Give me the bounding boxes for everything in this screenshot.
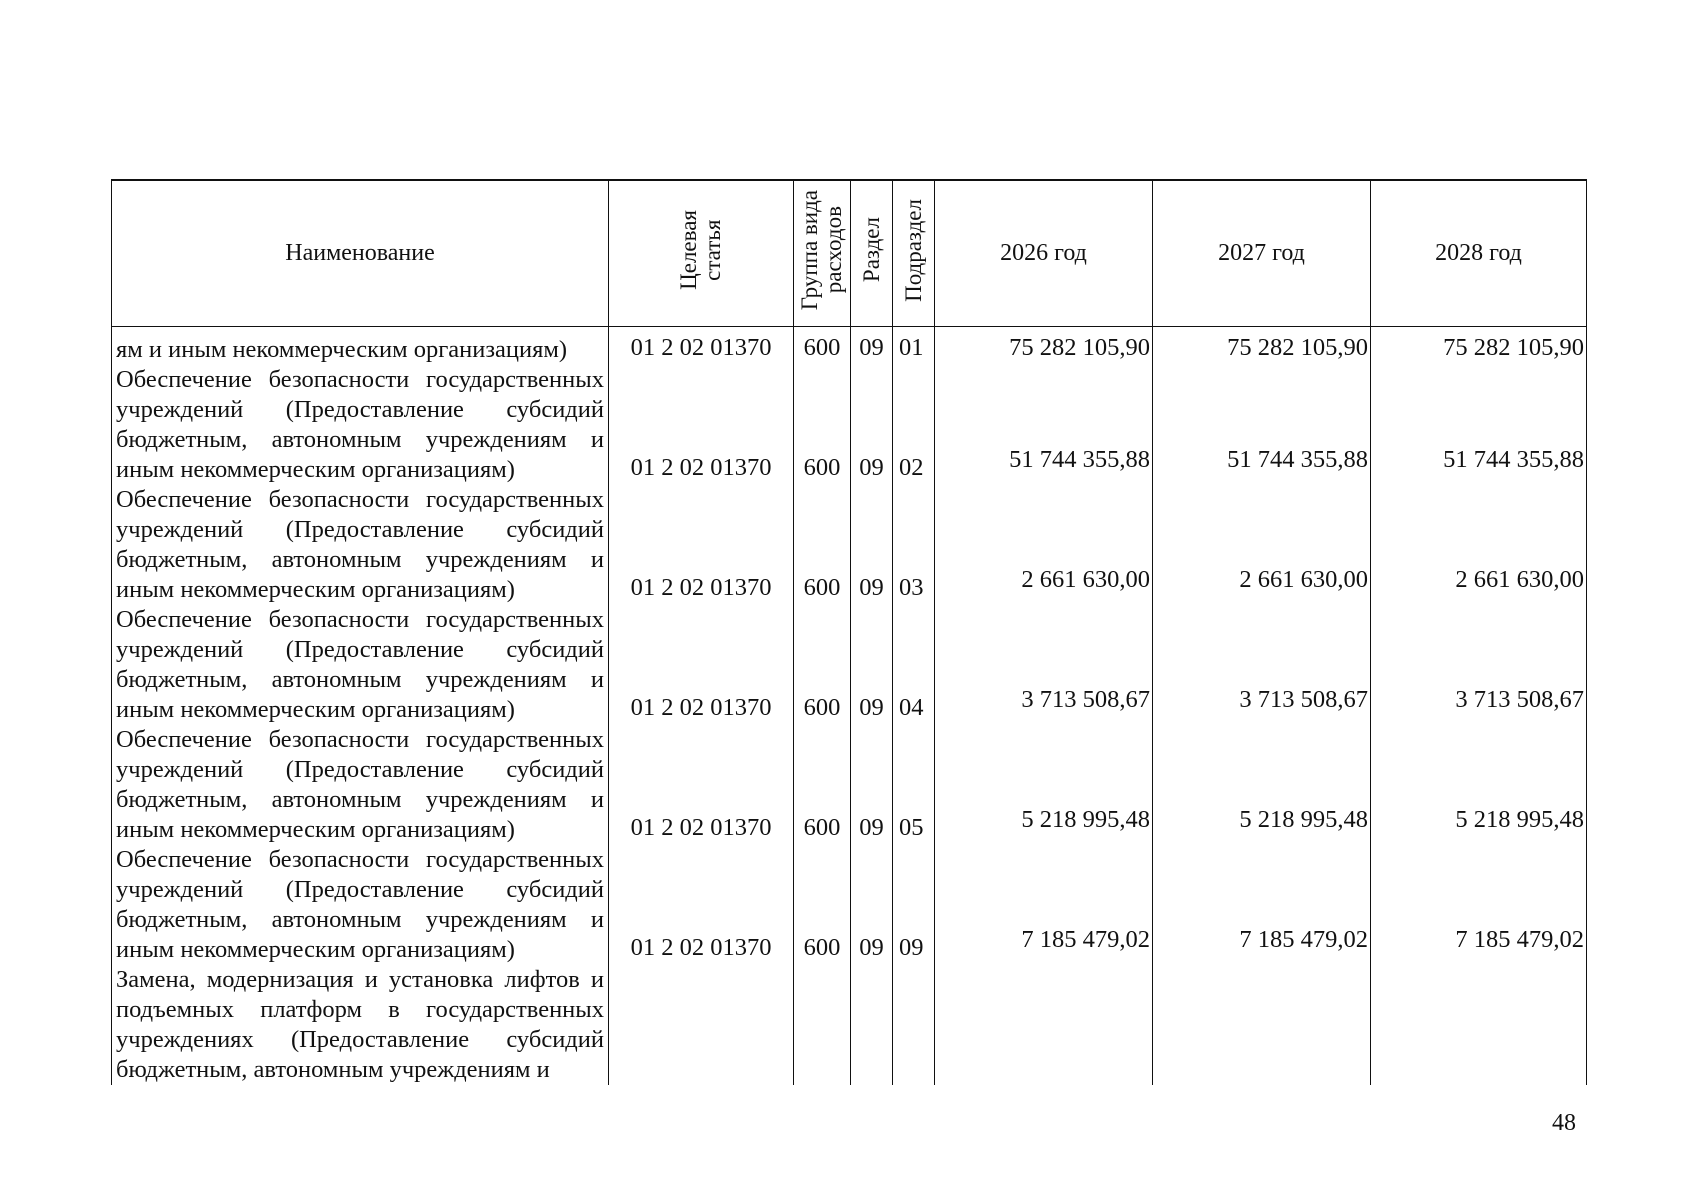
row-2026: 75 282 105,90	[935, 327, 1153, 365]
row-name: Обеспечение безопасности государственных учреждений (Предоставление субсидий бюджетным, автономным учреждениям и иным некоммерческим организациям)	[112, 365, 609, 485]
row-section: 09	[851, 327, 893, 365]
table-row	[112, 327, 1587, 365]
header-2026: 2026 год	[935, 180, 1153, 327]
row-group: 600	[794, 725, 851, 845]
row-2026: 51 744 355,88	[935, 365, 1153, 485]
row-2026: 5 218 995,48	[935, 725, 1153, 845]
header-target: Целевая статья	[609, 180, 794, 327]
row-target: 01 2 02 01370	[609, 725, 794, 845]
row-2028: 51 744 355,88	[1371, 365, 1587, 485]
table-header-row	[112, 180, 1587, 327]
row-section	[851, 965, 893, 1085]
header-name: Наименование	[112, 180, 609, 327]
row-2026: 7 185 479,02	[935, 845, 1153, 965]
row-subsection: 02	[893, 365, 935, 485]
row-subsection	[893, 965, 935, 1085]
row-name: Замена, модернизация и установка лифтов и подъемных платформ в государственных учреждениях (Предоставление субсидий бюджетным, автономным учреждениям и	[112, 965, 609, 1085]
row-group: 600	[794, 365, 851, 485]
row-2028: 5 218 995,48	[1371, 725, 1587, 845]
row-name: Обеспечение безопасности государственных учреждений (Предоставление субсидий бюджетным, автономным учреждениям и иным некоммерческим организациям)	[112, 605, 609, 725]
row-2027: 7 185 479,02	[1153, 845, 1371, 965]
row-name: Обеспечение безопасности государственных учреждений (Предоставление субсидий бюджетным, автономным учреждениям и иным некоммерческим организациям)	[112, 725, 609, 845]
table-row	[112, 845, 1587, 965]
header-2027: 2027 год	[1153, 180, 1371, 327]
row-name: Обеспечение безопасности государственных учреждений (Предоставление субсидий бюджетным, автономным учреждениям и иным некоммерческим организациям)	[112, 485, 609, 605]
row-target: 01 2 02 01370	[609, 485, 794, 605]
row-subsection: 09	[893, 845, 935, 965]
row-2028: 75 282 105,90	[1371, 327, 1587, 365]
row-2027: 75 282 105,90	[1153, 327, 1371, 365]
row-2028	[1371, 965, 1587, 1085]
budget-table	[111, 179, 1587, 1085]
table-row	[112, 965, 1587, 1085]
row-target: 01 2 02 01370	[609, 365, 794, 485]
row-2027: 5 218 995,48	[1153, 725, 1371, 845]
row-subsection: 01	[893, 327, 935, 365]
row-section: 09	[851, 845, 893, 965]
row-2026: 2 661 630,00	[935, 485, 1153, 605]
row-2026	[935, 965, 1153, 1085]
row-2026: 3 713 508,67	[935, 605, 1153, 725]
row-section: 09	[851, 485, 893, 605]
row-2028: 7 185 479,02	[1371, 845, 1587, 965]
table-row	[112, 605, 1587, 725]
row-subsection: 05	[893, 725, 935, 845]
row-section: 09	[851, 605, 893, 725]
row-2027	[1153, 965, 1371, 1085]
row-name: ям и иным некоммерческим организациям)	[112, 327, 609, 365]
row-group: 600	[794, 845, 851, 965]
row-section: 09	[851, 725, 893, 845]
row-2028: 3 713 508,67	[1371, 605, 1587, 725]
header-group: Группа вида расходов	[794, 180, 851, 327]
row-section: 09	[851, 365, 893, 485]
row-subsection: 03	[893, 485, 935, 605]
row-2027: 51 744 355,88	[1153, 365, 1371, 485]
page-number: 48	[1552, 1110, 1576, 1136]
row-target: 01 2 02 01370	[609, 327, 794, 365]
header-2028: 2028 год	[1371, 180, 1587, 327]
row-target: 01 2 02 01370	[609, 605, 794, 725]
row-2027: 2 661 630,00	[1153, 485, 1371, 605]
table-row	[112, 485, 1587, 605]
row-target: 01 2 02 01370	[609, 845, 794, 965]
table-row	[112, 365, 1587, 485]
row-target	[609, 965, 794, 1085]
row-name: Обеспечение безопасности государственных учреждений (Предоставление субсидий бюджетным, автономным учреждениям и иным некоммерческим организациям)	[112, 845, 609, 965]
row-group: 600	[794, 605, 851, 725]
row-2028: 2 661 630,00	[1371, 485, 1587, 605]
row-group: 600	[794, 485, 851, 605]
row-group: 600	[794, 327, 851, 365]
header-section: Раздел	[851, 180, 893, 327]
row-group	[794, 965, 851, 1085]
row-subsection: 04	[893, 605, 935, 725]
row-2027: 3 713 508,67	[1153, 605, 1371, 725]
header-subsection: Подраздел	[893, 180, 935, 327]
table-row	[112, 725, 1587, 845]
